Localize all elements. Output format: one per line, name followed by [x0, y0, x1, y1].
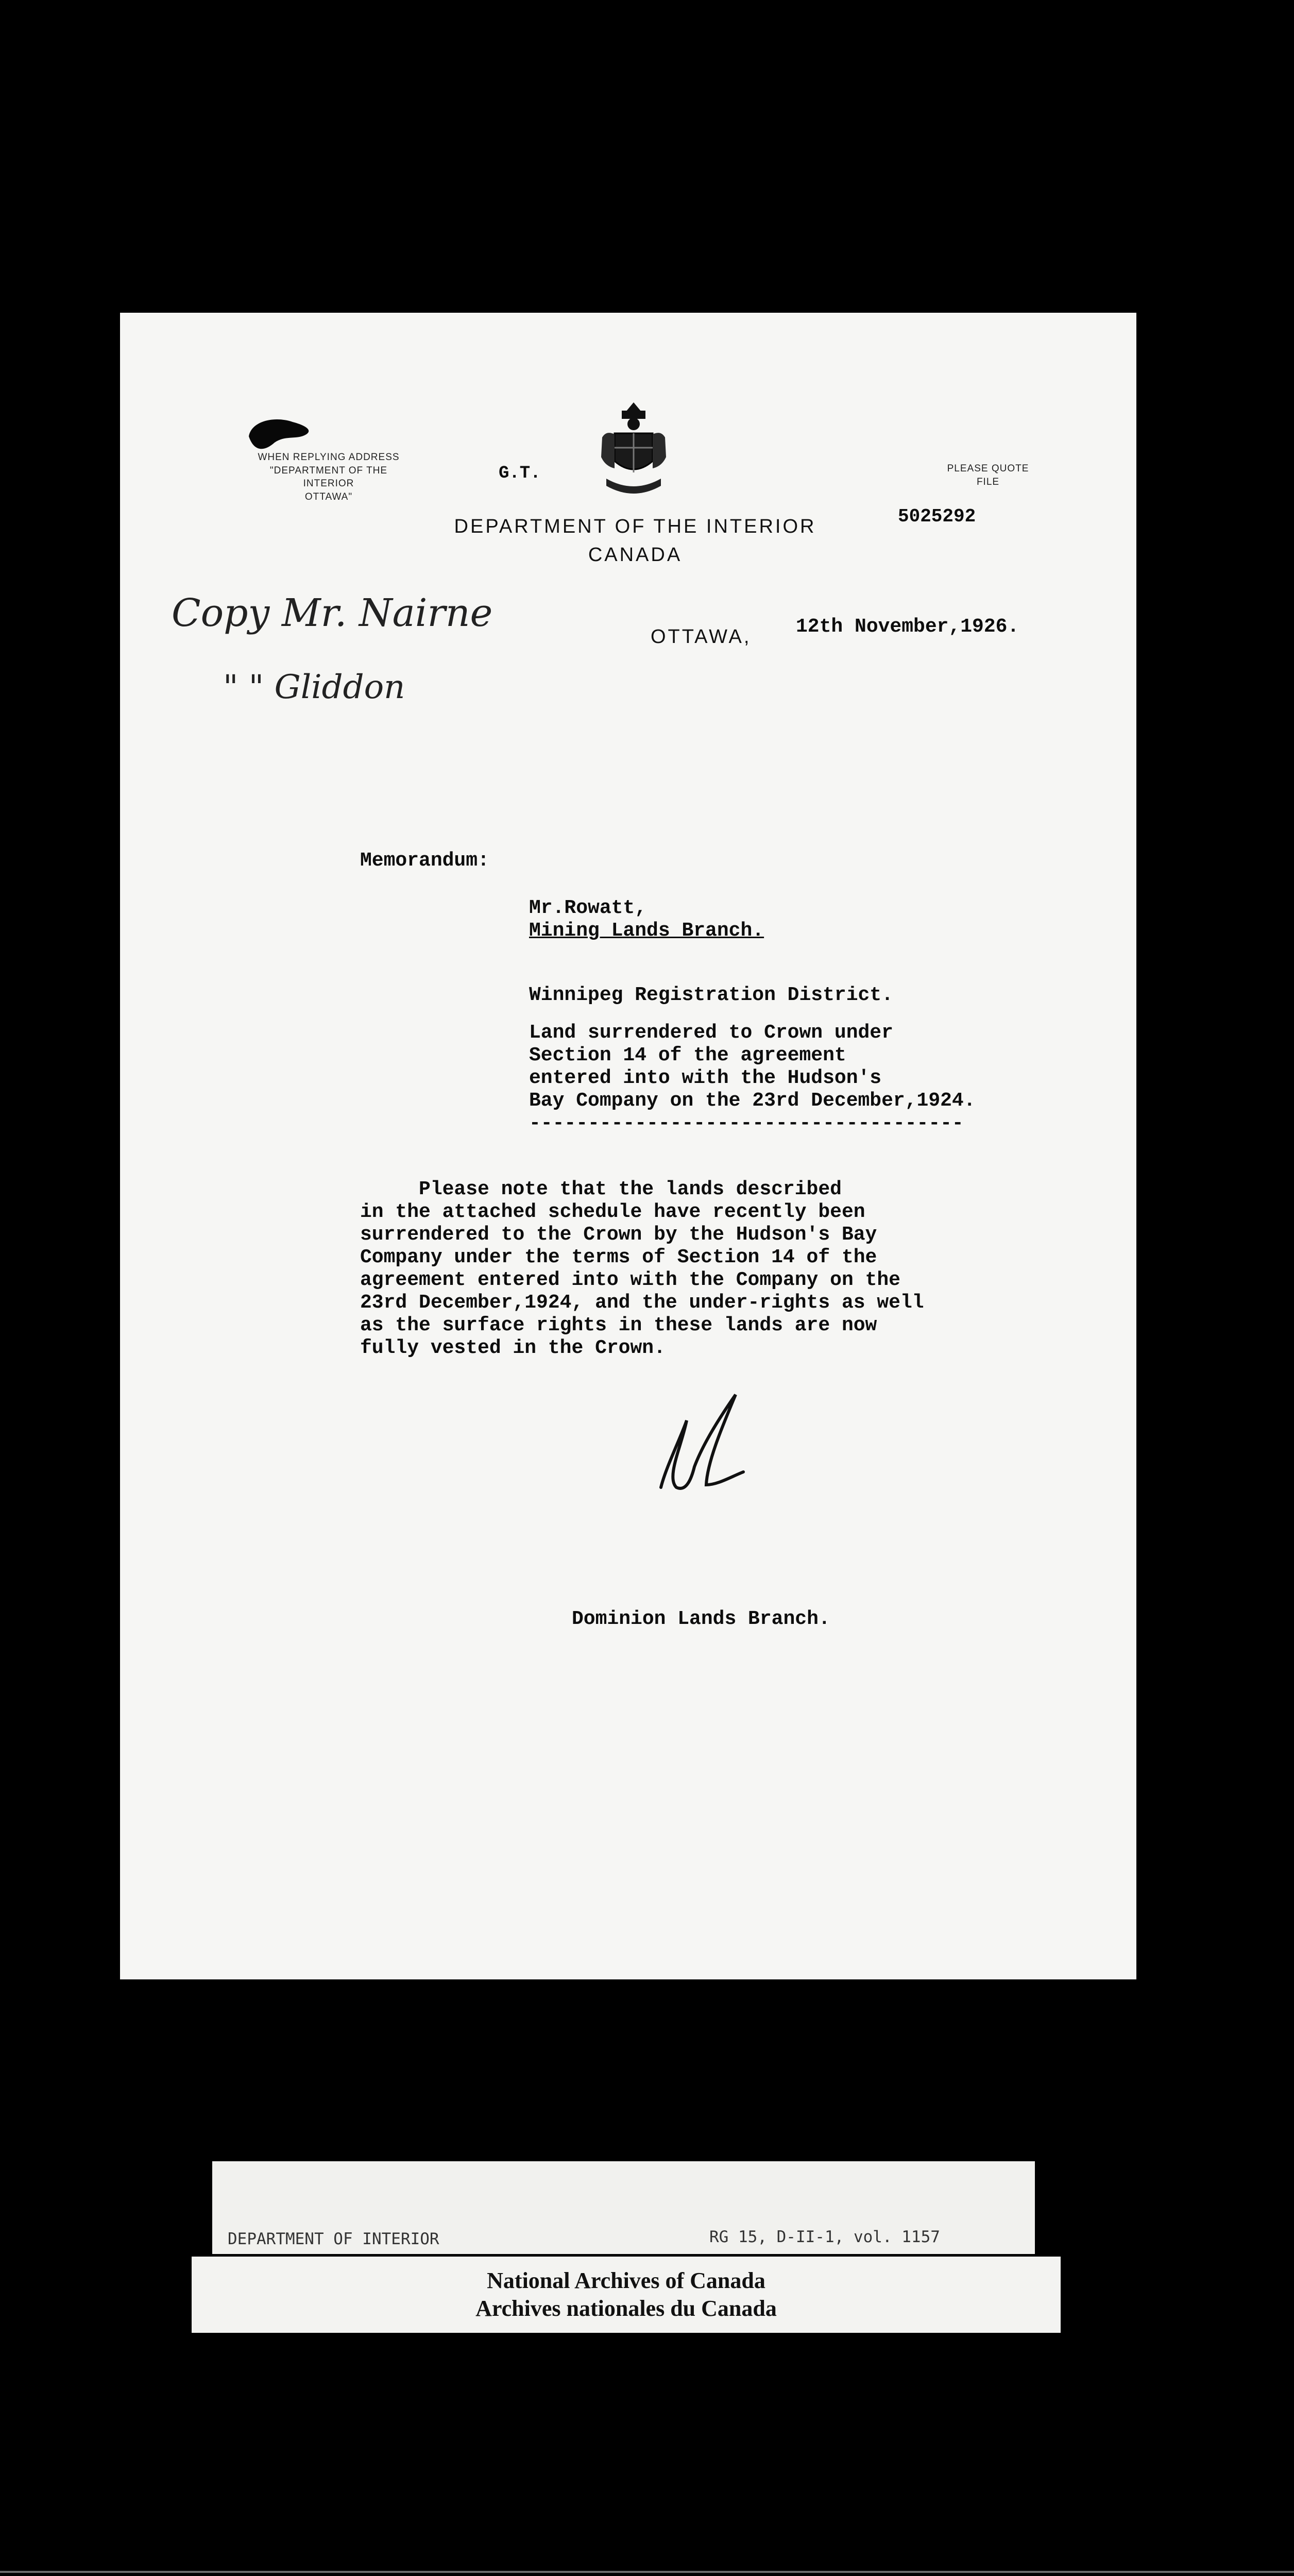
handwritten-copy-note: Copy Mr. Nairne	[172, 591, 493, 635]
sender-branch: Dominion Lands Branch.	[572, 1608, 830, 1630]
department-country: CANADA	[588, 544, 683, 566]
reply-address	[251, 451, 406, 504]
reply-line-2: "DEPARTMENT OF THE INTERIOR	[269, 465, 388, 489]
archive-banner	[192, 2257, 1061, 2333]
archive-banner-line-1: National Archives of Canada	[487, 2268, 765, 2293]
subject-line-1: Land surrendered to Crown under	[529, 1022, 893, 1044]
recipient-branch: Mining Lands Branch.	[529, 920, 764, 942]
signature-initials	[645, 1389, 759, 1503]
city: OTTAWA,	[651, 626, 752, 648]
department-header	[408, 513, 862, 569]
archive-label-right-1: RG 15, D-II-1, vol. 1157	[709, 2228, 940, 2246]
body-line-1: Please note that the lands described	[360, 1178, 842, 1200]
please-quote-line-1: PLEASE QUOTE	[947, 463, 1029, 474]
handwritten-copy-note-2: " " Gliddon	[223, 668, 405, 706]
archive-label-left-1: DEPARTMENT OF INTERIOR	[228, 2230, 439, 2248]
body-line-4: Company under the terms of Section 14 of the	[360, 1246, 877, 1268]
letter-date: 12th November,1926.	[796, 616, 1019, 638]
archive-banner-line-2: Archives nationales du Canada	[475, 2296, 777, 2321]
frame-divider	[0, 2571, 1294, 2573]
document-page	[120, 313, 1136, 1979]
subject-line-3: entered into with the Hudson's	[529, 1067, 882, 1089]
memo-body	[360, 1178, 924, 1360]
reply-line-1: WHEN REPLYING ADDRESS	[258, 452, 400, 463]
archive-reference-label	[212, 2161, 1035, 2254]
body-line-5: agreement entered into with the Company on the	[360, 1269, 900, 1291]
subject-divider: -------------------------------------	[529, 1112, 964, 1134]
please-quote	[934, 462, 1042, 488]
subject-line-2: Section 14 of the agreement	[529, 1044, 846, 1066]
subject-line-4: Bay Company on the 23rd December,1924.	[529, 1090, 976, 1112]
district-line: Winnipeg Registration District.	[529, 984, 893, 1006]
initials: G.T.	[499, 464, 541, 483]
body-line-3: surrendered to the Crown by the Hudson's Bay	[360, 1224, 877, 1246]
memo-heading: Memorandum:	[360, 850, 489, 872]
subject-block	[529, 1022, 976, 1135]
body-line-6: 23rd December,1924, and the under-rights as well	[360, 1292, 924, 1314]
file-number: 5025292	[898, 506, 976, 527]
body-line-2: in the attached schedule have recently been	[360, 1201, 865, 1223]
recipient-name: Mr.Rowatt,	[529, 897, 647, 919]
reply-line-3: OTTAWA"	[304, 491, 353, 502]
body-line-7: as the surface rights in these lands are now	[360, 1314, 877, 1336]
please-quote-line-2: FILE	[976, 476, 1000, 487]
department-name: DEPARTMENT OF THE INTERIOR	[454, 516, 816, 537]
coat-of-arms-icon	[595, 400, 672, 501]
body-line-8: fully vested in the Crown.	[360, 1337, 666, 1359]
